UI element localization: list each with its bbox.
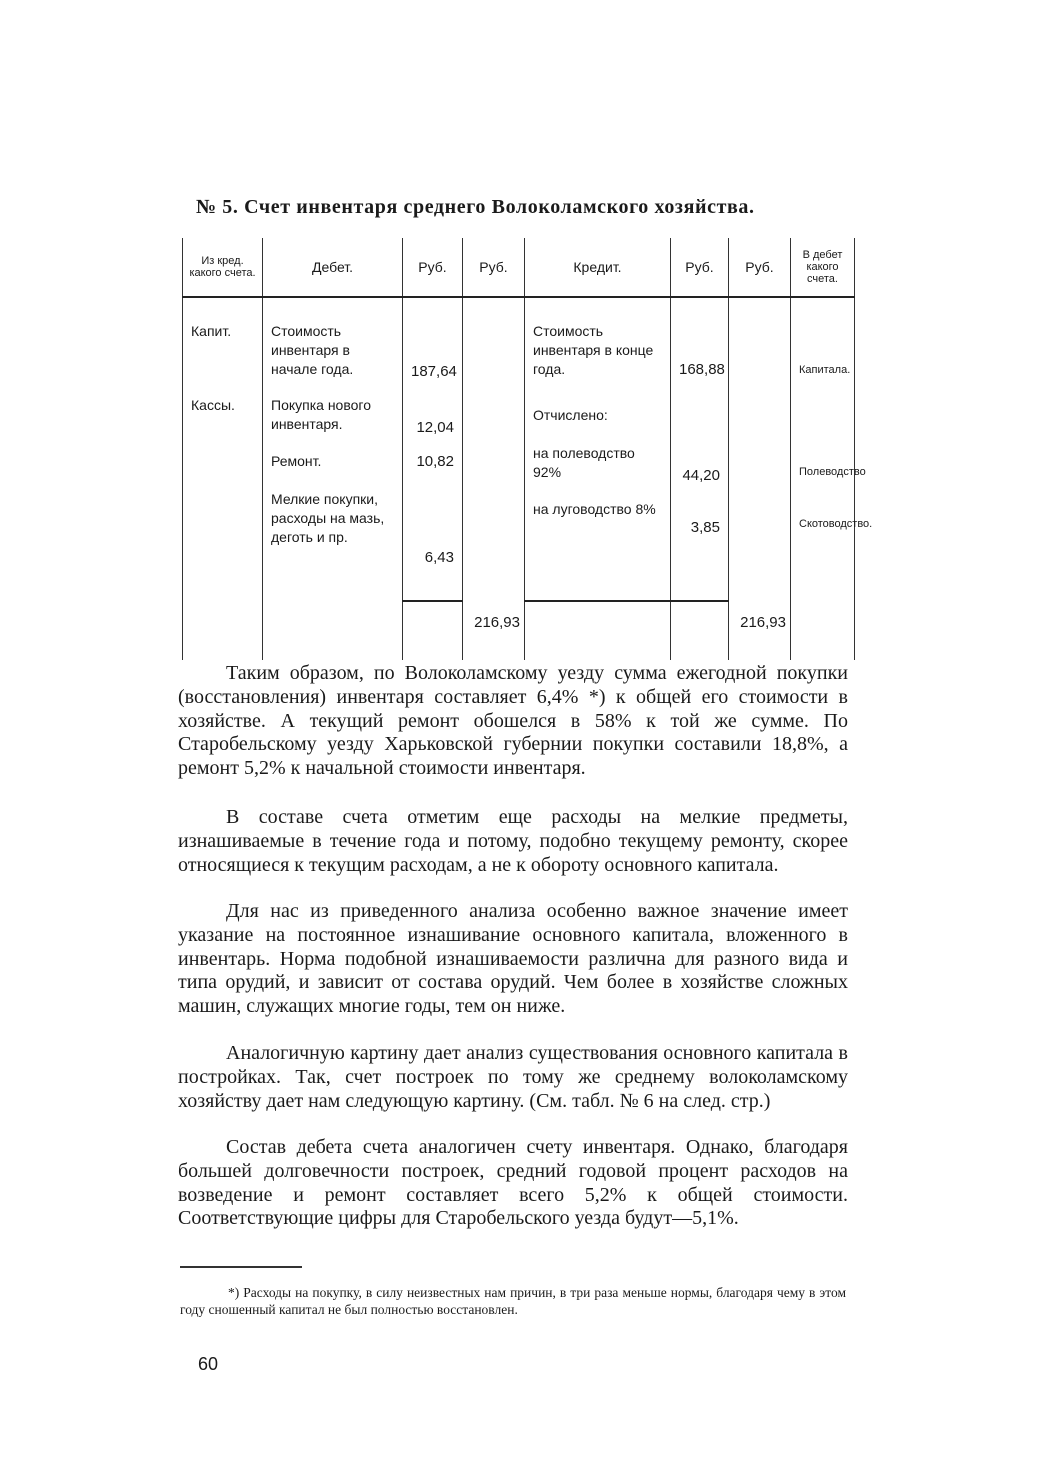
header-debit: Дебет.: [263, 238, 403, 297]
total-empty-5: [671, 601, 729, 660]
paragraph-3: Для нас из приведенного анализа особенно важное значение имеет указание на постоянное изнашивание основного капитала, вложенного в инвентарь. Норма подобной изнашиваемости различна для разного вида и типа орудий, и зависит от состава орудий. Чем более в хозяйстве сложных машин, служащих многие годы, тем он ниже.: [178, 900, 848, 1018]
header-rub-3: Руб.: [671, 238, 729, 297]
credit-total: 216,93: [729, 601, 791, 660]
credit-account-4: Скотоводство.: [799, 518, 873, 530]
debit-rub-3: 10,82: [416, 453, 454, 470]
credit-total-column-cell: [729, 297, 791, 601]
debit-desc-2: Покупка нового инвентаря.: [271, 397, 371, 432]
debit-rub-1: 187,64: [411, 363, 457, 380]
credit-rub-1: 168,88: [679, 361, 725, 378]
table-title: № 5. Счет инвентаря среднего Волоколамского хозяйства.: [196, 196, 755, 218]
total-empty-1: [183, 601, 263, 660]
footnote-divider: [180, 1266, 302, 1268]
credit-desc-1: Стоимость инвентаря в конце года.: [533, 323, 654, 377]
credit-account-3: Полеводство: [799, 466, 866, 478]
debit-total-column-cell: [463, 297, 525, 601]
total-empty-3: [403, 601, 463, 660]
table-body-row: [183, 297, 855, 601]
header-rub-4: Руб.: [729, 238, 791, 297]
credit-rub-3: 44,20: [682, 467, 720, 484]
header-from-account: Из кред. какого счета.: [183, 238, 263, 297]
debit-rub-cell: [403, 297, 463, 601]
from-account-cell: [183, 297, 263, 601]
header-credit: Кредит.: [525, 238, 671, 297]
credit-desc-2: Отчислено:: [533, 407, 608, 423]
debit-desc-3: Ремонт.: [271, 453, 322, 469]
paragraph-4: Аналогичную картину дает анализ существования основного капитала в постройках. Так, счет построек по тому же среднему волоколамскому хозяйству дает нам следующую картину. (См. табл. № 6 на след. стр.): [178, 1042, 848, 1112]
page-number: 60: [198, 1354, 219, 1374]
credit-account-1: Капитала.: [799, 364, 851, 376]
inventory-ledger-table: [182, 238, 873, 660]
debit-rub-4: 6,43: [424, 549, 454, 566]
total-empty-4: [525, 601, 671, 660]
credit-description-cell: [525, 297, 671, 601]
header-rub-2: Руб.: [463, 238, 525, 297]
header-to-account: В дебет какого счета.: [791, 238, 855, 297]
header-rub-1: Руб.: [403, 238, 463, 297]
debit-desc-1: Стоимость инвентаря в начале года.: [271, 323, 354, 377]
footnote: *) Расходы на покупку, в силу неизвестных нам причин, в три раза меньше нормы, благодаря чему в этом году сношенный капитал не был полностью восстановлен.: [180, 1285, 846, 1317]
total-empty-6: [791, 601, 855, 660]
debit-description-cell: [263, 297, 403, 601]
paragraph-5: Состав дебета счета аналогичен счету инвентаря. Однако, благодаря большей долговечности построек, средний годовой процент расходов на возведение и ремонт составляет всего 5,2% к общей стоимости. Соответствующие цифры для Старобельского уезда будут—5,1%.: [178, 1136, 848, 1230]
credit-desc-4: на луговодство 8%: [533, 501, 656, 517]
debit-account-2: Кассы.: [191, 397, 235, 413]
total-empty-2: [263, 601, 403, 660]
to-account-cell: [791, 297, 873, 601]
credit-desc-3: на полеводство 92%: [533, 445, 635, 480]
debit-rub-2: 12,04: [416, 419, 454, 436]
table-total-row: [183, 601, 855, 660]
debit-desc-4: Мелкие покупки, расходы на мазь, деготь и пр.: [271, 491, 385, 545]
debit-account-1: Капит.: [191, 323, 232, 339]
paragraph-1: Таким образом, по Волоколамскому уезду сумма ежегодной покупки (восстановления) инвентаря составляет 6,4% *) к общей его стоимости в хозяйстве. А текущий ремонт обошелся в 58% к той же сумме. По Старобельскому уезду Харьковской губернии покупки составили 18,8%, а ремонт 5,2% к начальной стоимости инвентаря.: [178, 662, 848, 780]
debit-total: 216,93: [463, 601, 525, 660]
table-header-row: [183, 238, 855, 297]
paragraph-2: В составе счета отметим еще расходы на мелкие предметы, изнашиваемые в течение года и потому, подобно текущему ремонту, скорее относящиеся к текущим расходам, а не к обороту основного капитала.: [178, 806, 848, 876]
credit-rub-cell: [671, 297, 729, 601]
credit-rub-4: 3,85: [690, 519, 720, 536]
